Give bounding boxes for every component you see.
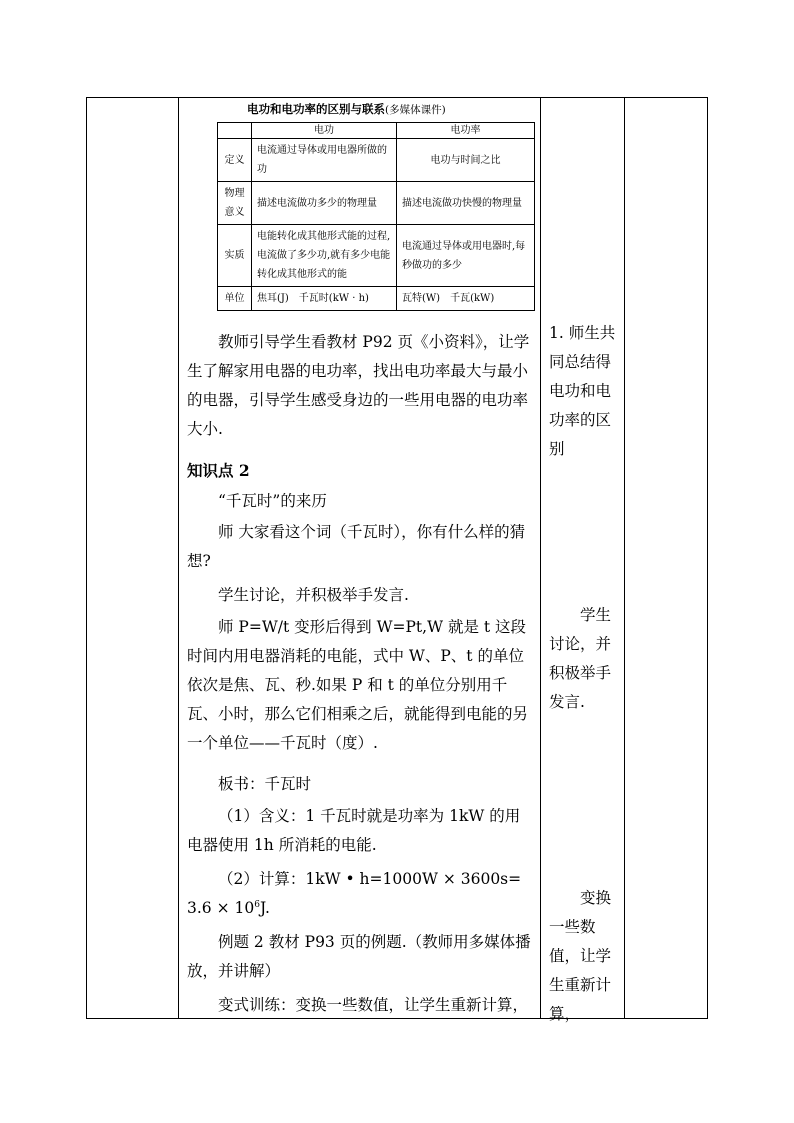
table-row-head: 单位: [218, 287, 252, 311]
table-cell: 瓦特(W) 千瓦(kW): [397, 287, 535, 311]
table-cell: 电流通过导体或用电器所做的功: [252, 139, 397, 182]
comparison-caption-title: 电功和电功率的区别与联系: [247, 102, 385, 116]
paragraph-variant-training: 变式训练：变换一些数值，让学生重新计算，: [218, 996, 529, 1014]
table-cell: 电流通过导体或用电器时,每秒做功的多少: [397, 225, 535, 287]
comparison-caption-sub: (多媒体课件): [385, 104, 446, 116]
note-summary: 1. 师生共同总结得电功和电功率的区别: [549, 324, 616, 458]
column-divider: [624, 98, 625, 1018]
calculation-exponent: 6: [254, 899, 260, 910]
paragraph-teacher-question: 师 大家看这个词（千瓦时），你有什么样的猜想?: [187, 523, 526, 570]
table-header-row: [218, 123, 535, 139]
column-divider: [178, 98, 179, 1018]
table-row-head: 定义: [218, 139, 252, 182]
paragraph-board-note: 板书：千瓦时: [218, 775, 312, 793]
table-header-cell: 电功: [252, 123, 397, 139]
section-heading: 知识点 2: [187, 461, 250, 480]
table-header-cell: [218, 123, 252, 139]
note-discussion: 学生讨论，并积极举手发言.: [549, 606, 612, 711]
note-variation: 变换一些数值，让学生重新计算，: [549, 889, 612, 1023]
paragraph-student-discussion: 学生讨论，并积极举手发言.: [218, 586, 409, 604]
column-divider: [540, 98, 541, 1018]
paragraph-calculation: [187, 865, 533, 923]
table-cell: 焦耳(J) 千瓦时(kW · h): [252, 287, 397, 311]
paragraph-guide: 教师引导学生看教材 P92 页《小资料》，让学生了解家用电器的电功率，找出电功率最大与最小的电器，引导学生感受身边的一些用电器的电功率大小.: [187, 333, 530, 438]
paragraph-meaning: （1）含义：1 千瓦时就是功率为 1kW 的用电器使用 1h 所消耗的电能.: [187, 807, 521, 854]
table-cell: 电能转化成其他形式能的过程,电流做了多少功,就有多少电能转化成其他形式的能: [252, 225, 397, 287]
calculation-text: （2）计算：1kW • h=1000W × 3600s=3.6 × 10: [187, 870, 522, 917]
calculation-unit: J.: [259, 899, 270, 917]
comparison-table: [217, 122, 535, 311]
paragraph-example: 例题 2 教材 P93 页的例题.（教师用多媒体播放，并讲解）: [187, 933, 531, 980]
comparison-caption: [247, 101, 446, 117]
table-cell: 描述电流做功快慢的物理量: [397, 182, 535, 225]
table-row: [218, 225, 535, 287]
table-cell: 描述电流做功多少的物理量: [252, 182, 397, 225]
paragraph-derivation: 师 P=W/t 变形后得到 W=Pt,W 就是 t 这段时间内用电器消耗的电能，式中 W、P、t 的单位依次是焦、瓦、秒.如果 P 和 t 的单位分别用千瓦、小时，那么它们相乘之后，就能得到电能的另一个单位——千瓦时（度）.: [187, 618, 529, 752]
table-row: [218, 182, 535, 225]
table-row: [218, 139, 535, 182]
table-row-head: 物理意义: [218, 182, 252, 225]
table-row: [218, 287, 535, 311]
lesson-table: [86, 97, 708, 1023]
table-row-head: 实质: [218, 225, 252, 287]
paragraph-origin: “千瓦时”的来历: [218, 492, 327, 510]
table-header-cell: 电功率: [397, 123, 535, 139]
table-cell: 电功与时间之比: [397, 139, 535, 182]
